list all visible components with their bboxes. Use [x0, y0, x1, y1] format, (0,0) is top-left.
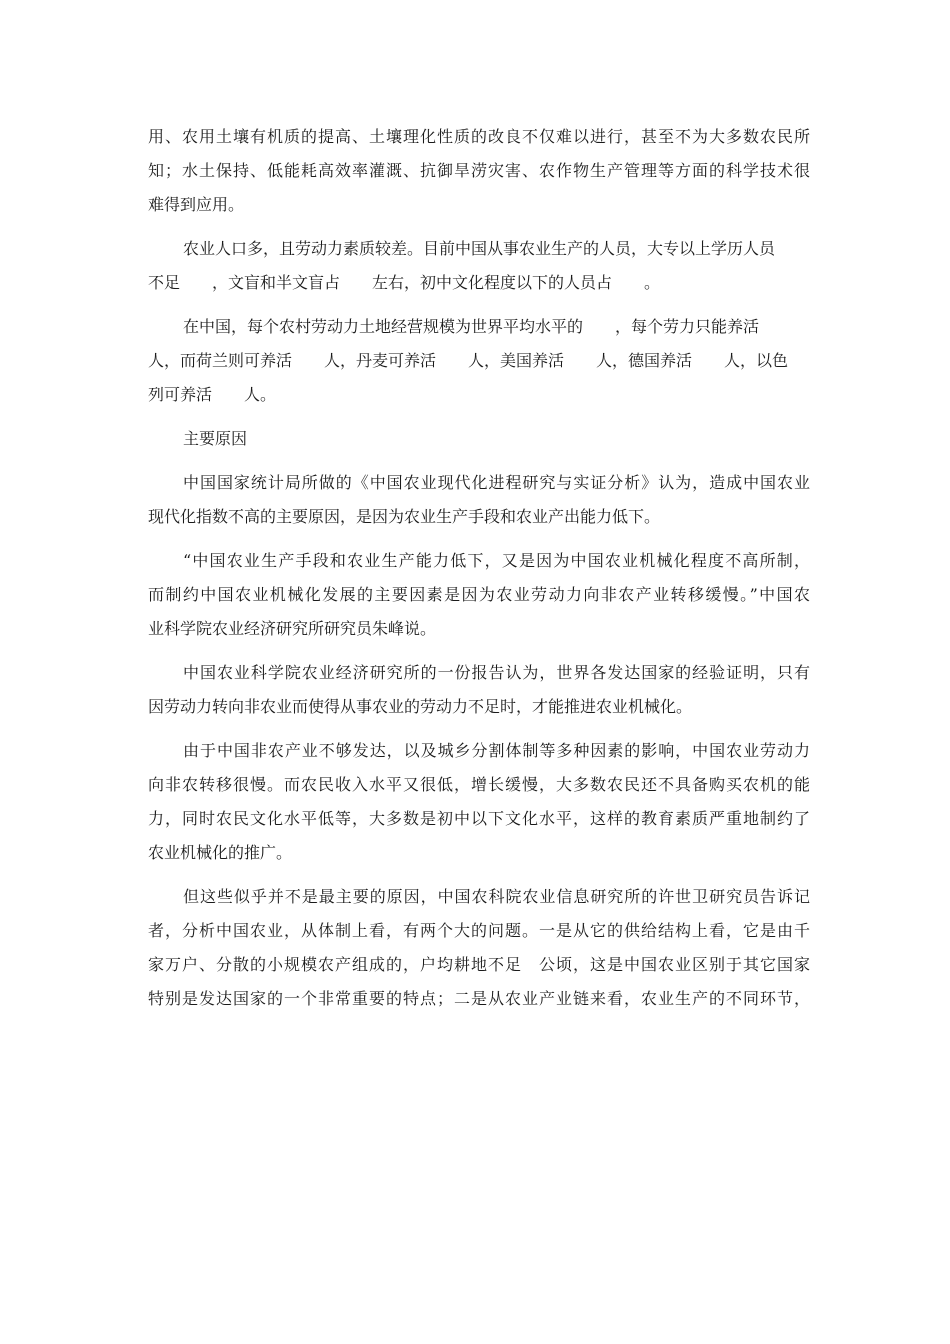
text-line: “中国农业生产手段和农业生产能力低下，又是因为中国农业机械化程度不高所制，: [183, 551, 810, 570]
text-line: 家万户、分散的小规模农产组成的，户均耕地不足 公顷，这是中国农业区别于其它国家: [148, 955, 810, 974]
paragraph: [148, 310, 810, 412]
text-line: 特别是发达国家的一个非常重要的特点；二是从农业产业链来看，农业生产的不同环节，: [148, 989, 810, 1008]
text-line: 力，同时农民文化水平低等，大多数是初中以下文化水平，这样的教育素质严重地制约了: [148, 809, 810, 828]
text-line: 人，而荷兰则可养活 人，丹麦可养活 人，美国养活 人，德国养活 人，以色: [148, 351, 789, 370]
text-line: 中国国家统计局所做的《中国农业现代化进程研究与实证分析》认为，造成中国农业: [183, 473, 810, 492]
text-line: 现代化指数不高的主要原因，是因为农业生产手段和农业产出能力低下。: [148, 507, 661, 526]
text-line: 因劳动力转向非农业而使得从事农业的劳动力不足时，才能推进农业机械化。: [148, 697, 693, 716]
paragraph: [148, 880, 810, 1016]
text-line: 难得到应用。: [148, 195, 245, 214]
text-line: 在中国，每个农村劳动力土地经营规模为世界平均水平的 ，每个劳力只能养活: [183, 317, 760, 336]
text-line: 列可养活 人。: [148, 385, 277, 404]
text-line: 而制约中国农业机械化发展的主要因素是因为农业劳动力向非农产业转移缓慢。”中国农: [148, 585, 810, 604]
paragraph: [148, 544, 810, 646]
text-line: 但这些似乎并不是最主要的原因，中国农科院农业信息研究所的许世卫研究员告诉记: [183, 887, 810, 906]
text-line: 向非农转移很慢。而农民收入水平又很低，增长缓慢，大多数农民还不具备购买农机的能: [148, 775, 810, 794]
text-line: 由于中国非农产业不够发达，以及城乡分割体制等多种因素的影响，中国农业劳动力: [183, 741, 810, 760]
document-body: [148, 120, 810, 1026]
text-line: 农业机械化的推广。: [148, 843, 293, 862]
text-line: 主要原因: [183, 429, 248, 448]
text-line: 不足 ，文盲和半文盲占 左右，初中文化程度以下的人员占 。: [148, 273, 661, 292]
text-line: 知；水土保持、低能耗高效率灌溉、抗御旱涝灾害、农作物生产管理等方面的科学技术很: [148, 161, 810, 180]
paragraph: [148, 120, 810, 222]
section-heading: [148, 422, 810, 456]
text-line: 农业人口多，且劳动力素质较差。目前中国从事农业生产的人员，大专以上学历人员: [183, 239, 776, 258]
paragraph: [148, 734, 810, 870]
text-line: 业科学院农业经济研究所研究员朱峰说。: [148, 619, 437, 638]
paragraph: [148, 656, 810, 724]
text-line: 用、农用土壤有机质的提高、土壤理化性质的改良不仅难以进行，甚至不为大多数农民所: [148, 127, 810, 146]
text-line: 者，分析中国农业，从体制上看，有两个大的问题。一是从它的供给结构上看，它是由千: [148, 921, 810, 940]
paragraph: [148, 466, 810, 534]
text-line: 中国农业科学院农业经济研究所的一份报告认为，世界各发达国家的经验证明，只有: [183, 663, 810, 682]
paragraph: [148, 232, 810, 300]
